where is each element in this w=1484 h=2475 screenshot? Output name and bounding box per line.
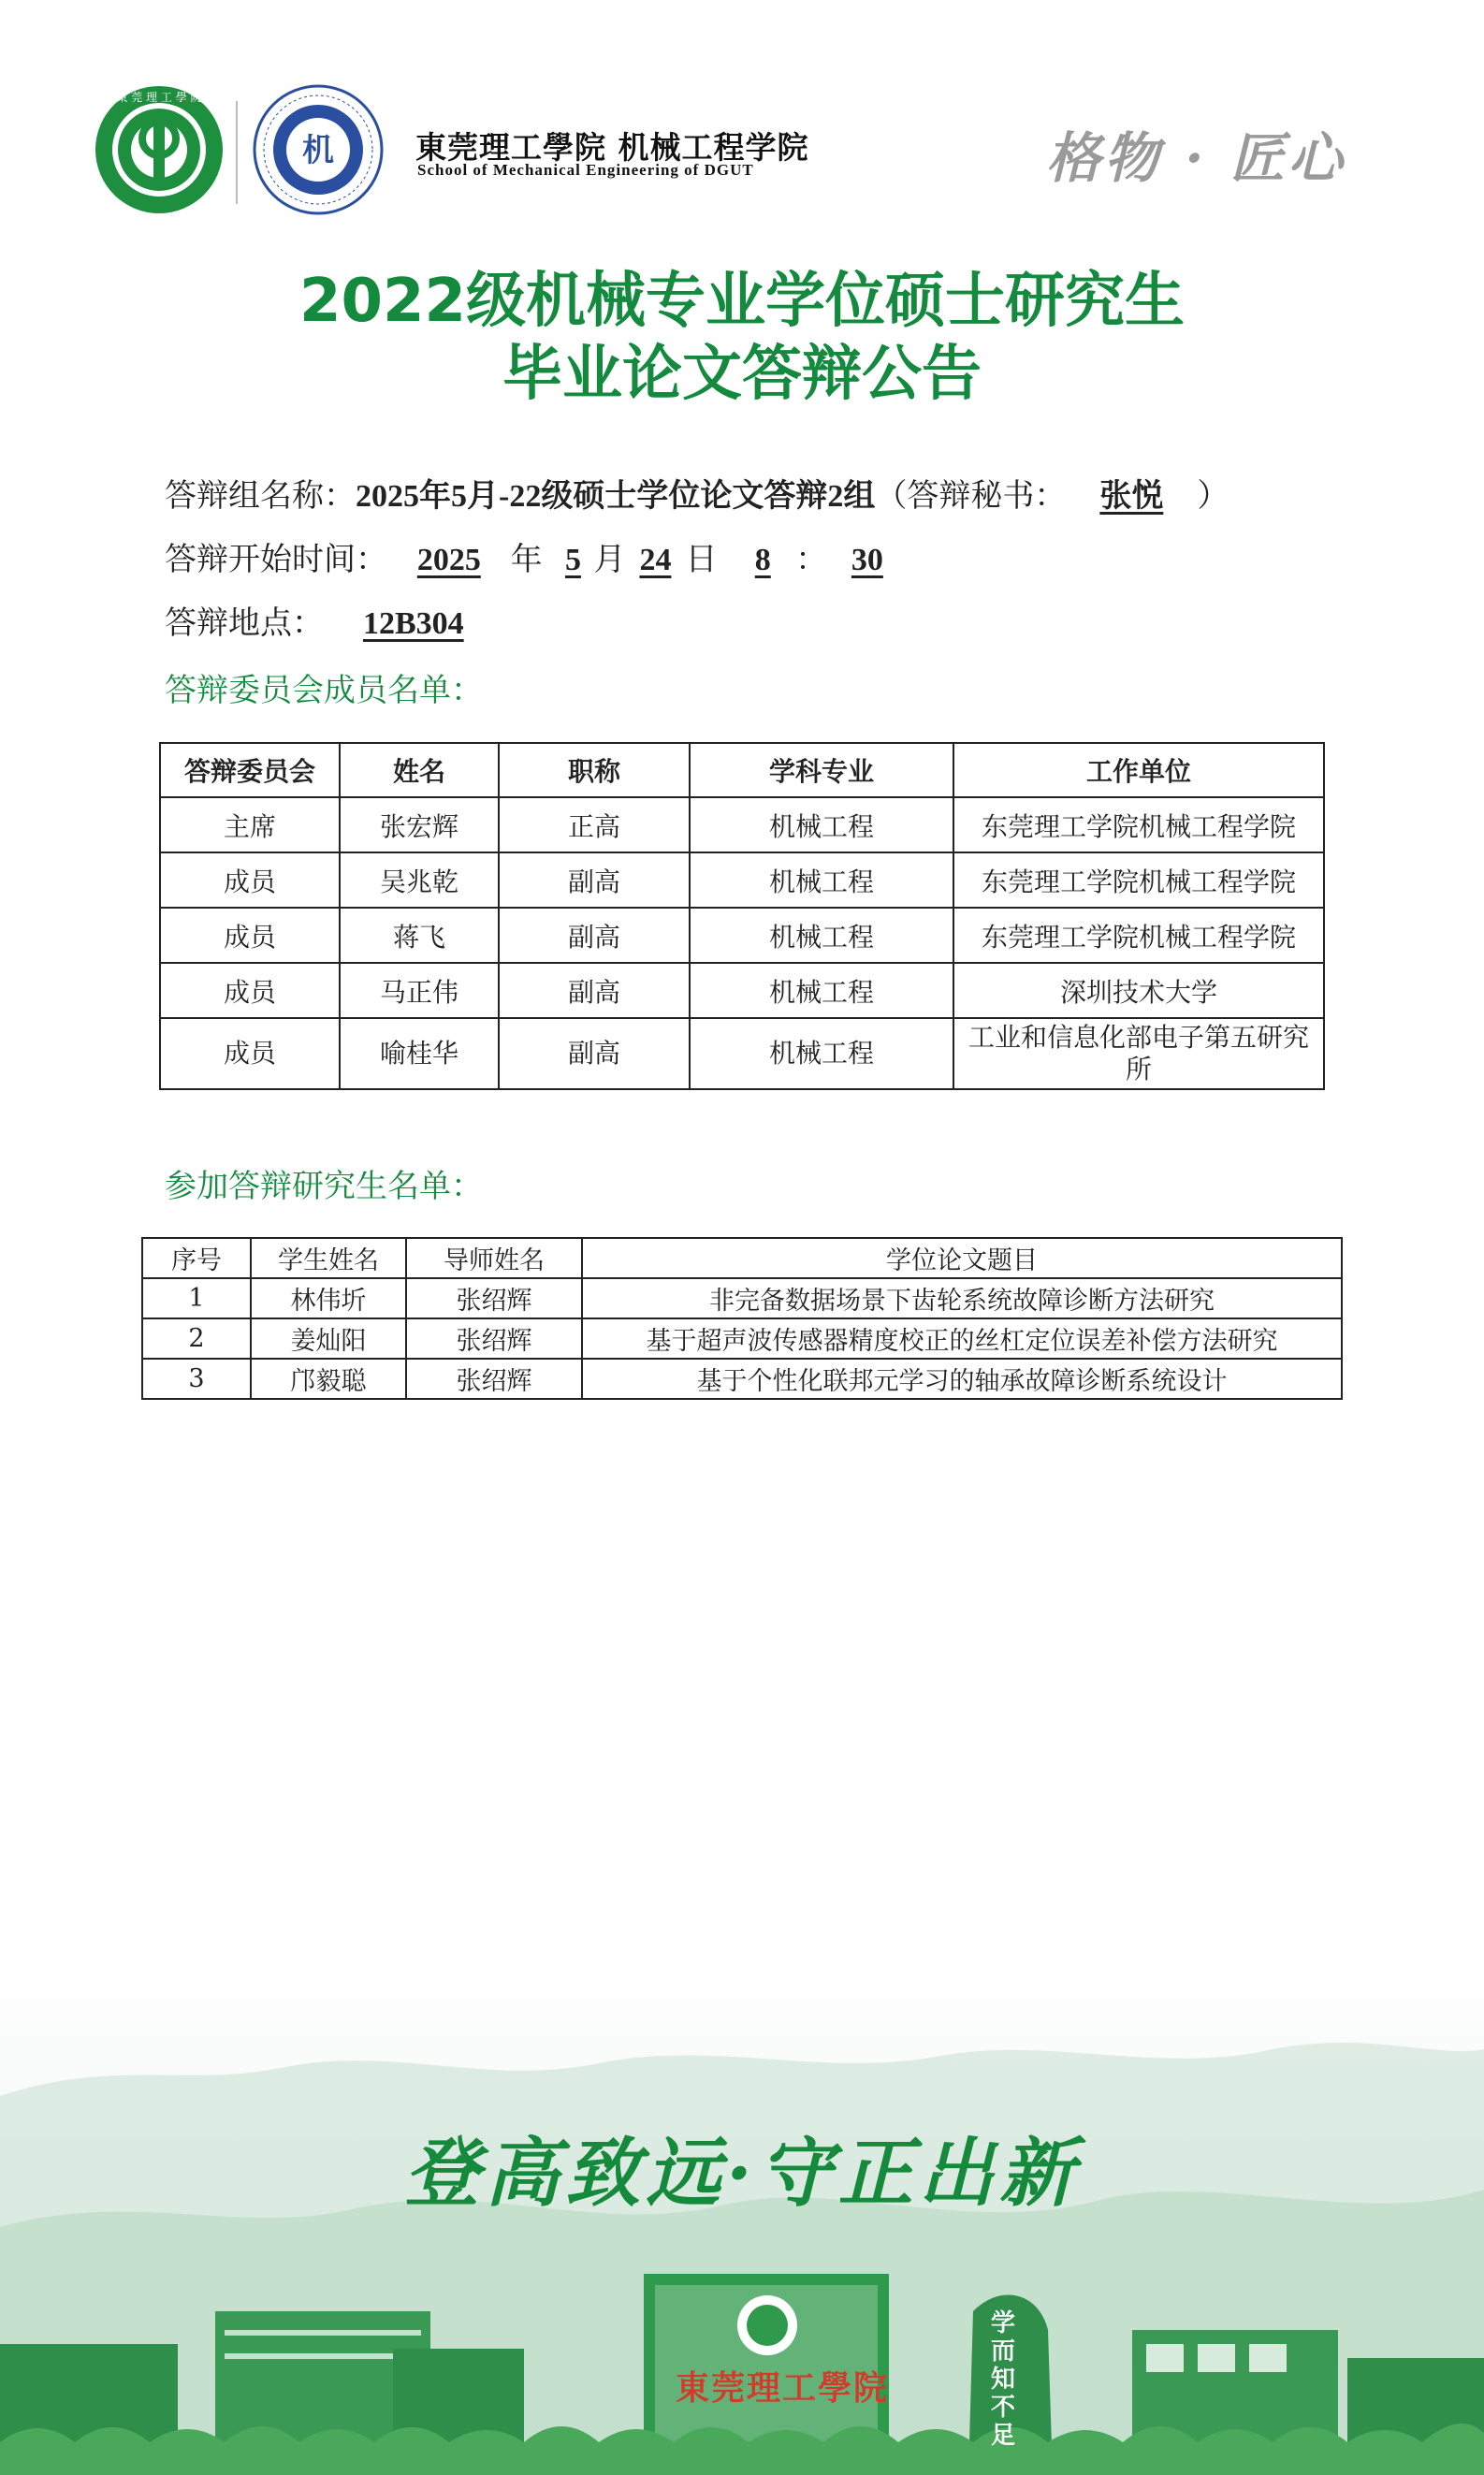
cell-thesis-title: 基于超声波传感器精度校正的丝杠定位误差补偿方法研究 [582,1318,1342,1359]
page-title-line2: 毕业论文答辩公告 [502,340,982,409]
table-row [160,963,1324,1018]
month-unit: 月 [593,541,626,578]
time-minute: 30 [851,543,883,577]
cell-affiliation: 东莞理工学院机械工程学院 [953,797,1324,852]
cell-role: 成员 [160,963,340,1018]
time-label: 答辩开始时间： [165,541,387,578]
cell-role: 主席 [160,797,340,852]
cell-index: 2 [142,1318,251,1359]
cell-major: 机械工程 [690,797,953,852]
col-header: 答辩委员会 [160,743,340,797]
group-label: 答辩组名称： [165,477,356,515]
students-section-title: 参加答辩研究生名单： [165,1168,483,1205]
cell-student: 林伟圻 [251,1278,406,1318]
place-value: 12B304 [362,606,464,641]
cell-major: 机械工程 [690,908,953,963]
header-motto: 格物 · 匠心 [1046,126,1346,190]
secretary-open: （答辩秘书： [875,477,1067,515]
cell-name: 喻桂华 [340,1018,499,1089]
committee-section-title: 答辩委员会成员名单： [165,672,483,709]
gate-school-name: 東莞理工學院 [676,2368,890,2408]
time-month: 5 [564,543,581,577]
defense-place-line [165,603,493,645]
svg-text:東 莞 理 工 學 院: 東 莞 理 工 學 院 [116,91,202,104]
time-day: 24 [639,543,672,577]
secretary-name: 张悦 [1099,479,1164,514]
cell-advisor: 张绍辉 [406,1278,582,1318]
col-header: 序号 [142,1238,251,1278]
page-header [0,0,1484,234]
school-name-cn: 東莞理工學院 机械工程学院 [415,129,809,166]
students-table [141,1237,1343,1400]
year-unit: 年 [510,541,543,578]
cell-title: 正高 [499,797,690,852]
col-header: 学位论文题目 [582,1238,1342,1278]
col-header: 学科专业 [690,743,953,797]
school-name-en: School of Mechanical Engineering of DGUT [417,161,754,179]
cell-student: 邝毅聪 [251,1359,406,1399]
cell-affiliation: 深圳技术大学 [953,963,1324,1018]
cell-affiliation: 东莞理工学院机械工程学院 [953,908,1324,963]
table-row [160,852,1324,908]
place-label: 答辩地点： [165,604,324,642]
col-header: 导师姓名 [406,1238,582,1278]
cell-title: 副高 [499,908,690,963]
dgut-logo [94,84,225,215]
secretary-close: ） [1197,477,1229,515]
cell-major: 机械工程 [690,852,953,908]
col-header: 姓名 [340,743,499,797]
cell-role: 成员 [160,852,340,908]
cell-major: 机械工程 [690,1018,953,1089]
table-row [142,1359,1342,1399]
cell-advisor: 张绍辉 [406,1359,582,1399]
time-year: 2025 [416,543,481,577]
cell-student: 姜灿阳 [251,1318,406,1359]
col-header: 学生姓名 [251,1238,406,1278]
cell-title: 副高 [499,963,690,1018]
group-name: 2025年5月-22级硕士学位论文答辩2组 [356,479,876,514]
table-row [142,1318,1342,1359]
cell-affiliation: 工业和信息化部电子第五研究所 [953,1018,1324,1089]
cell-role: 成员 [160,1018,340,1089]
cell-name: 马正伟 [340,963,499,1018]
cell-name: 吴兆乾 [340,852,499,908]
time-colon: ： [795,541,828,578]
svg-text:机: 机 [302,132,334,169]
cell-index: 1 [142,1278,251,1318]
table-row [160,908,1324,963]
committee-header-row [160,743,1324,797]
defense-group-line [165,475,1229,517]
committee-table [159,742,1325,1090]
day-unit: 日 [685,541,718,578]
time-hour: 8 [754,543,771,577]
stone-inscription: 学而知不足 [990,2309,1015,2450]
cell-thesis-title: 非完备数据场景下齿轮系统故障诊断方法研究 [582,1278,1342,1318]
students-header-row [142,1238,1342,1278]
cell-advisor: 张绍辉 [406,1318,582,1359]
cell-name: 张宏辉 [340,797,499,852]
cell-thesis-title: 基于个性化联邦元学习的轴承故障诊断系统设计 [582,1359,1342,1399]
mechanical-school-logo [253,84,384,215]
cell-index: 3 [142,1359,251,1399]
cell-title: 副高 [499,1018,690,1089]
footer-motto: 登高致远·守正出新 [404,2129,1080,2217]
defense-time-line [165,539,897,581]
cell-title: 副高 [499,852,690,908]
page-title-line1: 2022级机械专业学位硕士研究生 [298,267,1186,336]
cell-major: 机械工程 [690,963,953,1018]
logo-divider [236,101,238,204]
col-header: 工作单位 [953,743,1324,797]
table-row [160,1018,1324,1089]
col-header: 职称 [499,743,690,797]
table-row [160,797,1324,852]
table-row [142,1278,1342,1318]
cell-role: 成员 [160,908,340,963]
cell-name: 蒋飞 [340,908,499,963]
cell-affiliation: 东莞理工学院机械工程学院 [953,852,1324,908]
